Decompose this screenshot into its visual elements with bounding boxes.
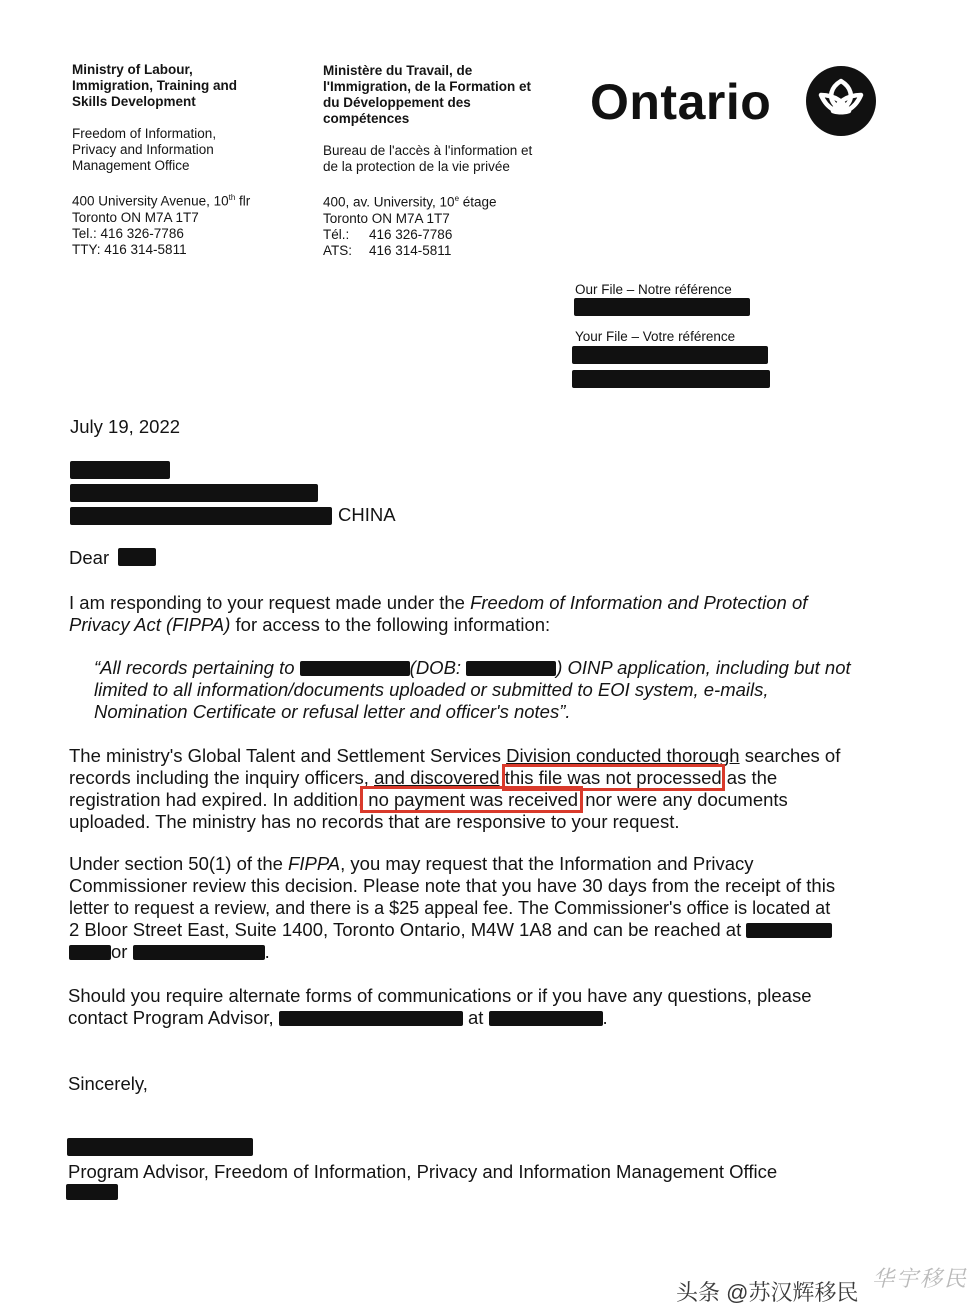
paragraph-search-results: The ministry's Global Talent and Settlement Services Division conducted thorough searches of records including the inquiry officers, and discovered this file was not processed as the registration had expired. In addition, no payment was received nor were any documents uploaded. The ministry has no records that are responsive to your request. [69, 745, 841, 832]
salutation: Dear [69, 547, 156, 569]
signature-title: Program Advisor, Freedom of Information, Privacy and Information Management Office [68, 1161, 778, 1182]
header-english [72, 62, 250, 258]
header-french [323, 63, 532, 259]
highlight-no-payment: no payment was received [363, 789, 579, 810]
redaction-recipient-name [70, 461, 170, 479]
trillium-icon [805, 65, 877, 137]
ontario-wordmark: Ontario [590, 74, 772, 130]
office-name-fr: Bureau de l'accès à l'information et de la protection de la vie privée [323, 143, 533, 174]
closing: Sincerely, [68, 1073, 148, 1094]
redaction-ipc-contact-1 [746, 923, 832, 938]
paragraph-request: I am responding to your request made under the Freedom of Information and Protection of Privacy Act (FIPPA) for access to the following information: [69, 592, 808, 635]
paragraph-appeal: Under section 50(1) of the FIPPA, you may request that the Information and Privacy Commissioner review this decision. Please note that you have 30 days from the receipt of this letter to request a review, and there is a $25 appeal fee. The Commissioner's office is located at 2 Bloor Street East, Suite 1400, Toronto Ontario, M4W 1A8 and can be reached at or . [69, 853, 836, 962]
redaction-ipc-contact-2 [69, 945, 111, 960]
request-quote: “All records pertaining to (DOB: ) OINP application, including but not limited to all information/documents uploaded or submitted to EOI system, e-mails, Nomination Certificate or refusal letter and officer's notes”. [94, 657, 851, 722]
address-fr: 400, av. University, 10e étage Toronto ON M7A 1T7 Tél.: 416 326-7786 ATS: 416 314-5811 [323, 191, 532, 259]
address-en: 400 University Avenue, 10th flr Toronto ON M7A 1T7 Tel.: 416 326-7786 TTY: 416 314-5811 [72, 193, 251, 257]
redaction-recipient-address-2 [70, 507, 332, 525]
redaction-advisor-contact [489, 1011, 603, 1026]
redaction-advisor-name [279, 1011, 463, 1026]
redaction-ipc-contact-3 [133, 945, 265, 960]
ministry-name-fr: Ministère du Travail, de l'Immigration, de la Formation et du Développement des compétences [323, 63, 531, 126]
redaction-salutation-name [118, 548, 156, 566]
our-file-label: Our File – Notre référence [575, 282, 732, 297]
phone-fr: Tél.: 416 326-7786 [323, 226, 453, 242]
watermark-text: 头条 @苏汉辉移民 [676, 1280, 859, 1305]
watermark-logo: 华宇移民 [872, 1266, 969, 1291]
office-name-en: Freedom of Information, Privacy and Information Management Office [72, 126, 217, 173]
letter-date: July 19, 2022 [70, 416, 181, 437]
redaction-your-file-1 [572, 346, 768, 364]
paragraph-contact: Should you require alternate forms of communications or if you have any questions, please contact Program Advisor, at . [68, 985, 812, 1028]
redaction-recipient-address-1 [70, 484, 318, 502]
redaction-name [300, 661, 410, 676]
redaction-your-file-2 [572, 370, 770, 388]
redaction-signature-name [67, 1138, 253, 1156]
recipient-country: CHINA [338, 504, 396, 525]
redaction-signature-extra [66, 1184, 118, 1200]
ministry-name-en: Ministry of Labour, Immigration, Training and Skills Development [72, 62, 238, 109]
tty-en: TTY: 416 314-5811 [72, 241, 187, 257]
highlight-not-processed: this file was not processed [504, 767, 722, 788]
redaction-our-file [574, 298, 750, 316]
redaction-dob [466, 661, 556, 676]
phone-en: Tel.: 416 326-7786 [72, 225, 184, 241]
ats-fr: ATS: 416 314-5811 [323, 242, 452, 258]
your-file-label: Your File – Votre référence [575, 329, 736, 344]
